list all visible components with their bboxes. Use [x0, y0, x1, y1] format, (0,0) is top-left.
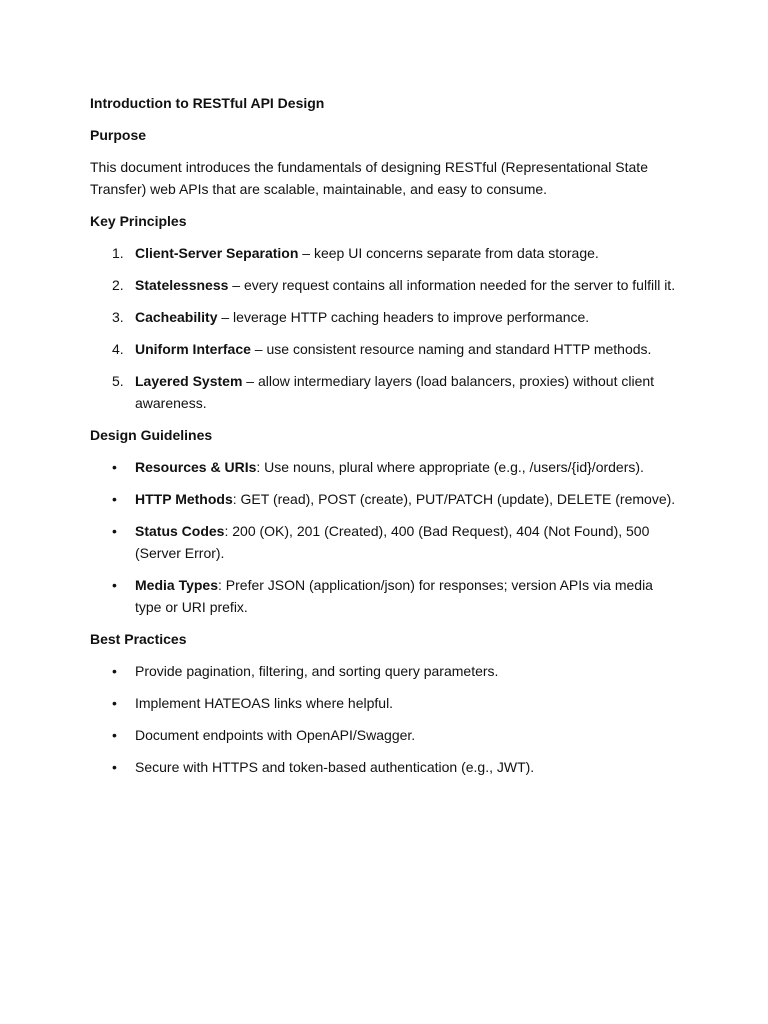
list-item	[90, 692, 680, 714]
document-title: Introduction to RESTful API Design	[90, 95, 325, 111]
guideline-term: HTTP Methods	[135, 491, 233, 507]
key-principles-list	[90, 242, 680, 414]
guideline-description: : Use nouns, plural where appropriate (e.g., /users/{id}/orders).	[256, 459, 644, 475]
principle-term: Layered System	[135, 373, 243, 389]
guideline-description: : Prefer JSON (application/json) for responses; version APIs via media type or URI prefix.	[135, 577, 653, 615]
bullet-icon: •	[112, 491, 117, 507]
list-number: 3.	[112, 309, 124, 325]
list-item	[90, 242, 680, 264]
list-item	[90, 724, 680, 746]
bullet-icon: •	[112, 759, 117, 775]
list-number: 1.	[112, 245, 124, 261]
purpose-heading: Purpose	[90, 127, 147, 143]
guideline-description: : 200 (OK), 201 (Created), 400 (Bad Request), 404 (Not Found), 500 (Server Error).	[135, 523, 650, 561]
list-number: 5.	[112, 373, 124, 389]
principle-description: – use consistent resource naming and standard HTTP methods.	[250, 341, 652, 357]
bullet-icon: •	[112, 695, 117, 711]
principle-term: Uniform Interface	[135, 341, 251, 357]
list-item	[90, 456, 680, 478]
list-item	[90, 756, 680, 778]
best-practices-heading: Best Practices	[90, 631, 187, 647]
bullet-icon: •	[112, 577, 117, 593]
practice-text: Provide pagination, filtering, and sorting query parameters.	[135, 663, 499, 679]
list-number: 4.	[112, 341, 124, 357]
bullet-icon: •	[112, 663, 117, 679]
principle-term: Cacheability	[135, 309, 218, 325]
principle-description: – every request contains all information needed for the server to fulfill it.	[228, 277, 676, 293]
document-page	[90, 92, 680, 788]
list-item	[90, 338, 680, 360]
design-guidelines-list	[90, 456, 680, 618]
guideline-term: Media Types	[135, 577, 218, 593]
list-item	[90, 274, 680, 296]
practice-text: Document endpoints with OpenAPI/Swagger.	[135, 727, 416, 743]
list-item	[90, 660, 680, 682]
purpose-paragraph: This document introduces the fundamentals of designing RESTful (Representational State Transfer) web APIs that are scalable, maintainable, and easy to consume.	[90, 159, 648, 197]
guideline-description: : GET (read), POST (create), PUT/PATCH (update), DELETE (remove).	[232, 491, 676, 507]
bullet-icon: •	[112, 459, 117, 475]
key-principles-heading: Key Principles	[90, 213, 187, 229]
practice-text: Implement HATEOAS links where helpful.	[135, 695, 394, 711]
bullet-icon: •	[112, 727, 117, 743]
principle-term: Statelessness	[135, 277, 229, 293]
principle-description: – leverage HTTP caching headers to improve performance.	[217, 309, 590, 325]
principle-description: – keep UI concerns separate from data storage.	[298, 245, 599, 261]
list-item	[90, 306, 680, 328]
guideline-term: Resources & URIs	[135, 459, 257, 475]
list-item	[90, 370, 680, 414]
design-guidelines-heading: Design Guidelines	[90, 427, 213, 443]
list-item	[90, 488, 680, 510]
bullet-icon: •	[112, 523, 117, 539]
list-item	[90, 520, 680, 564]
list-item	[90, 574, 680, 618]
principle-term: Client-Server Separation	[135, 245, 299, 261]
list-number: 2.	[112, 277, 124, 293]
practice-text: Secure with HTTPS and token-based authentication (e.g., JWT).	[135, 759, 535, 775]
guideline-term: Status Codes	[135, 523, 225, 539]
principle-description: – allow intermediary layers (load balancers, proxies) without client awareness.	[135, 373, 655, 411]
best-practices-list	[90, 660, 680, 778]
